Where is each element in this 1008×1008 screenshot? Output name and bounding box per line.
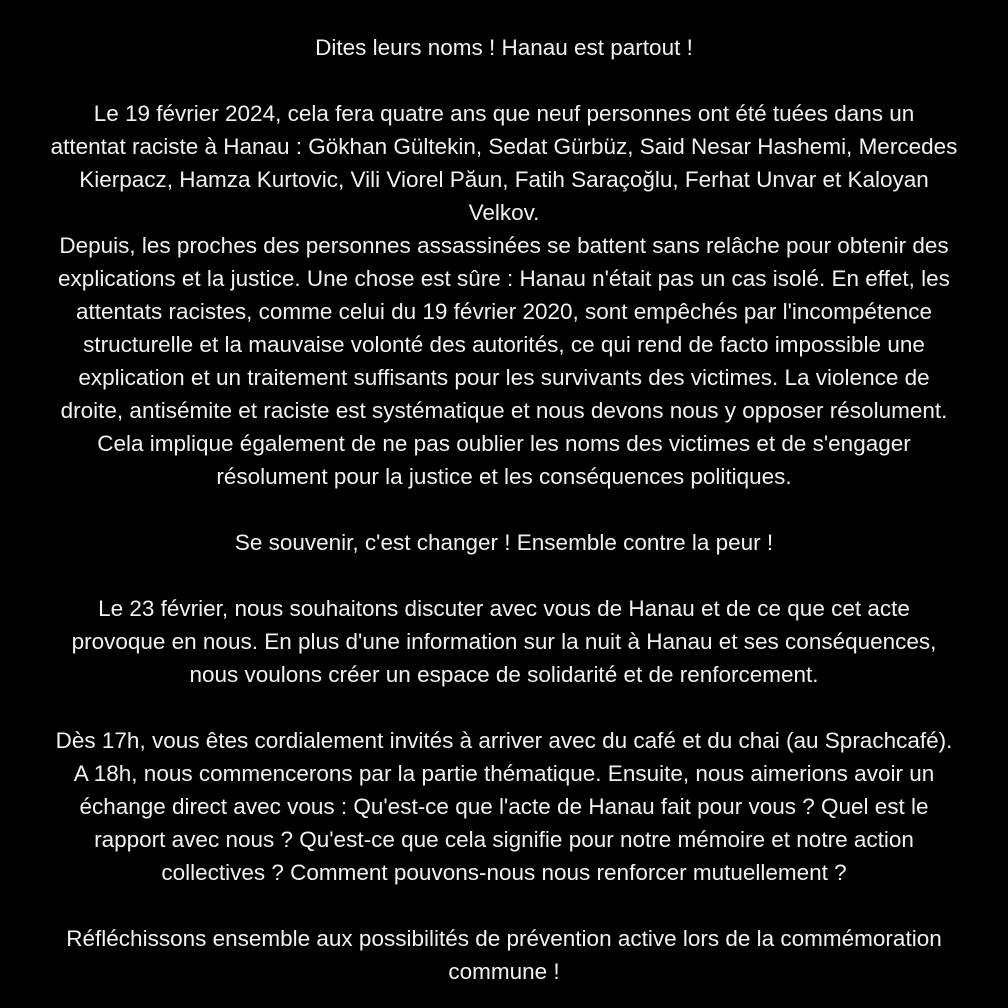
text-line: collectives ? Comment pouvons-nous nous renforcer mutuellement ?	[161, 860, 847, 885]
text-line: Velkov.	[468, 200, 540, 225]
text-line: attentat raciste à Hanau : Gökhan Gültekin, Sedat Gürbüz, Said Nesar Hashemi, Mercedes	[50, 134, 958, 159]
flyer-title: Dites leurs noms ! Hanau est partout !	[315, 35, 693, 60]
text-line: Se souvenir, c'est changer ! Ensemble contre la peur !	[234, 530, 774, 555]
text-line: échange direct avec vous : Qu'est-ce que l'acte de Hanau fait pour vous ? Quel est le	[79, 794, 929, 819]
text-line: nous voulons créer un espace de solidarité et de renforcement.	[189, 662, 819, 687]
paragraph	[0, 922, 1008, 988]
text-line: Le 19 février 2024, cela fera quatre ans que neuf personnes ont été tuées dans un	[93, 101, 915, 126]
text-line: Depuis, les proches des personnes assassinées se battent sans relâche pour obtenir des	[59, 233, 949, 258]
text-line: rapport avec nous ? Qu'est-ce que cela signifie pour notre mémoire et notre action	[94, 827, 914, 852]
text-line: Le 23 février, nous souhaitons discuter avec vous de Hanau et de ce que cet acte	[98, 596, 910, 621]
paragraph	[0, 526, 1008, 559]
text-line: Réfléchissons ensemble aux possibilités de prévention active lors de la commémoration	[66, 926, 942, 951]
text-line: provoque en nous. En plus d'une information sur la nuit à Hanau et ses conséquences,	[71, 629, 937, 654]
text-line: explication et un traitement suffisants pour les survivants des victimes. La violence de	[78, 365, 930, 390]
flyer-body	[0, 97, 1008, 988]
text-line: A 18h, nous commencerons par la partie thématique. Ensuite, nous aimerions avoir un	[73, 761, 935, 786]
paragraph	[0, 97, 1008, 493]
text-line: Dès 17h, vous êtes cordialement invités à arriver avec du café et du chai (au Sprachcafé).	[55, 728, 953, 753]
text-line: résolument pour la justice et les conséquences politiques.	[216, 464, 792, 489]
text-line: explications et la justice. Une chose est sûre : Hanau n'était pas un cas isolé. En effet, les	[58, 266, 950, 291]
text-line: Cela implique également de ne pas oublier les noms des victimes et de s'engager	[97, 431, 911, 456]
text-line: commune !	[448, 959, 560, 984]
text-line: droite, antisémite et raciste est systématique et nous devons nous y opposer résolument.	[60, 398, 948, 423]
text-line: attentats racistes, comme celui du 19 février 2020, sont empêchés par l'incompétence	[76, 299, 932, 324]
text-line: Kierpacz, Hamza Kurtovic, Vili Viorel Păun, Fatih Saraçoğlu, Ferhat Unvar et Kaloyan	[79, 167, 929, 192]
paragraph	[0, 724, 1008, 889]
text-line: structurelle et la mauvaise volonté des autorités, ce qui rend de facto impossible une	[83, 332, 925, 357]
paragraph	[0, 592, 1008, 691]
flyer-text	[0, 31, 1008, 988]
